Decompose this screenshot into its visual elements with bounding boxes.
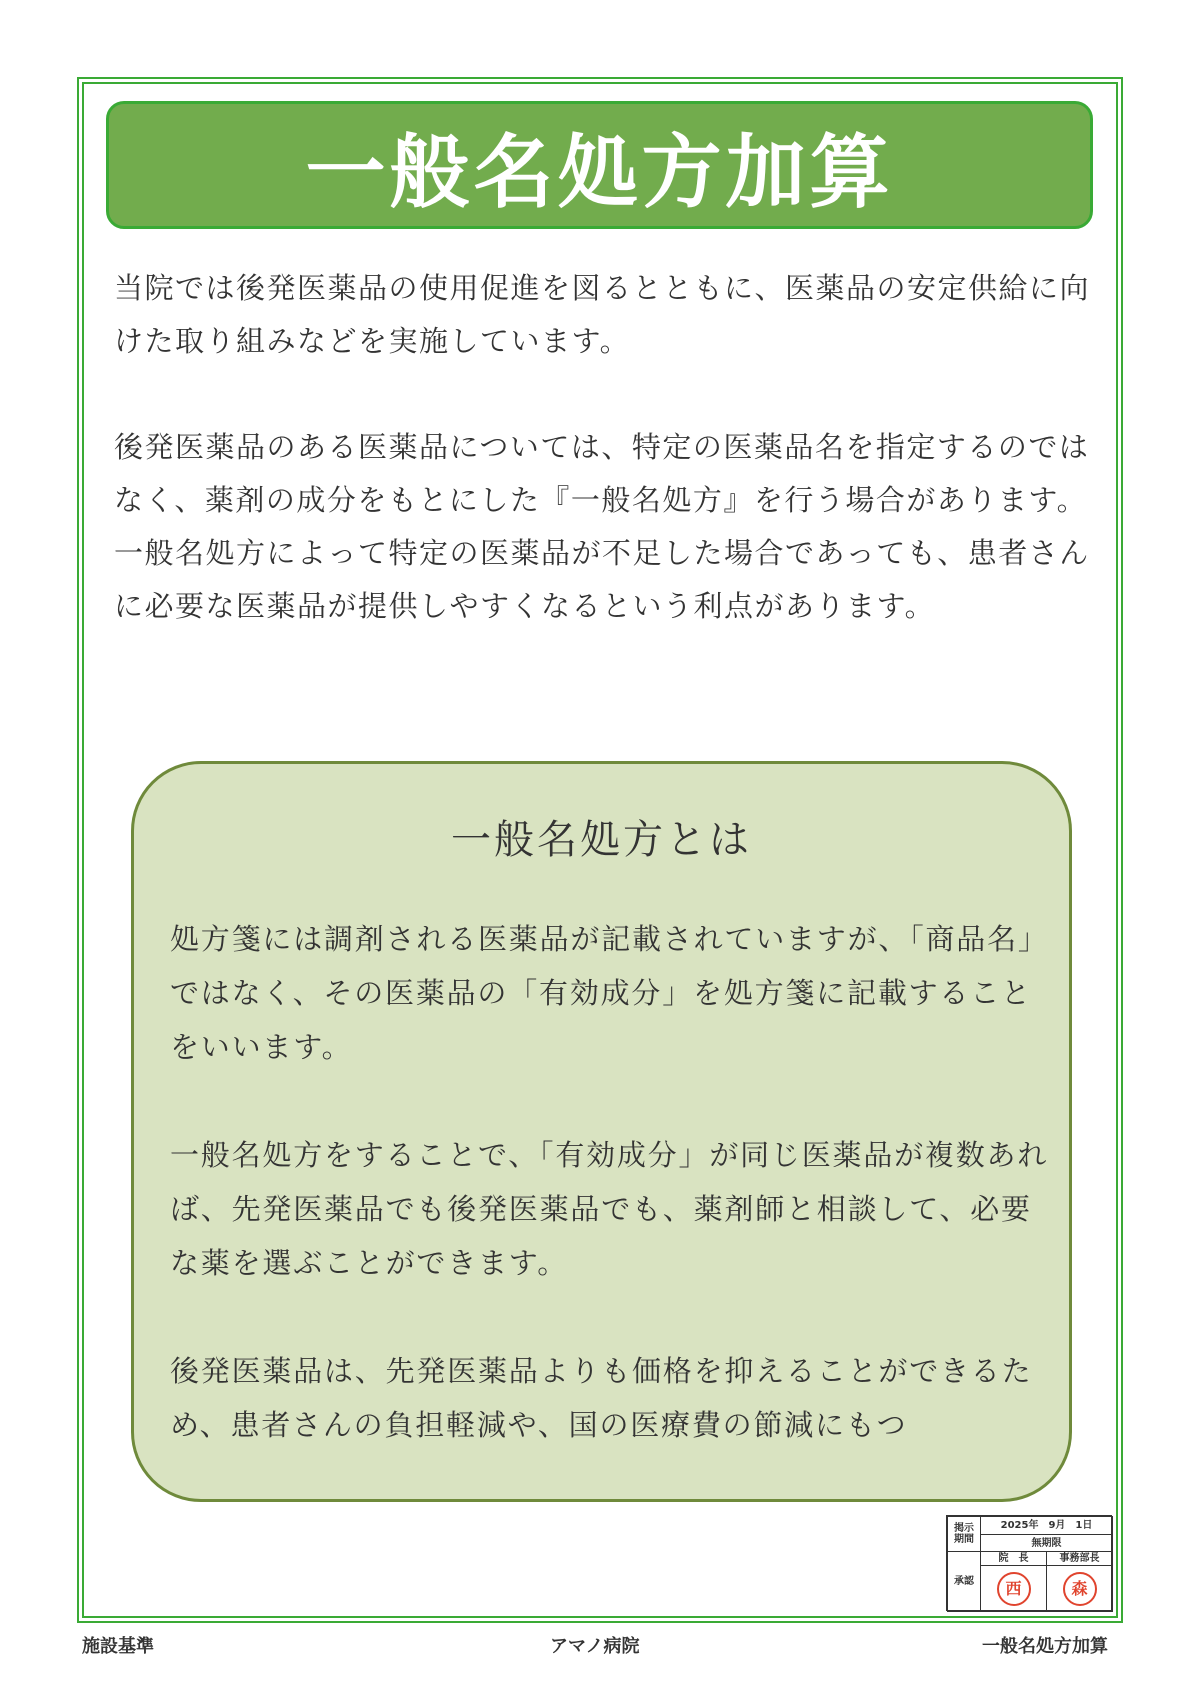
posting-period-label: 掲示期間 [947, 1516, 981, 1552]
posting-period-value: 無期限 [980, 1534, 1113, 1552]
intro-paragraph-3: 一般名処方によって特定の医薬品が不足した場合であっても、患者さんに必要な医薬品が提供しやすくなるという利点があります。 [114, 536, 1090, 623]
intro-paragraph-1: 当院では後発医薬品の使用促進を図るとともに、医薬品の安定供給に向けた取り組みなどを実施しています。 [114, 271, 1091, 358]
director-role: 院 長 [980, 1551, 1047, 1566]
director-seal-cell [980, 1565, 1047, 1612]
approval-label: 承認 [947, 1551, 981, 1612]
footer-left: 施設基準 [82, 1636, 154, 1657]
definition-box [131, 761, 1072, 1502]
director-seal: 西 [997, 1572, 1031, 1606]
intro-paragraph-2: 後発医薬品のある医薬品については、特定の医薬品名を指定するのではなく、薬剤の成分をもとにした『一般名処方』を行う場合があります。 [114, 430, 1090, 517]
definition-heading: 一般名処方とは [451, 817, 752, 863]
page-title: 一般名処方加算 [305, 125, 894, 219]
definition-paragraph-3: 後発医薬品は、先発医薬品よりも価格を抑えることができるため、患者さんの負担軽減や、国の医療費の節減にもつ [170, 1354, 1033, 1442]
title-banner [106, 101, 1093, 229]
manager-role: 事務部長 [1046, 1551, 1113, 1566]
definition-paragraph-2: 一般名処方をすることで、「有効成分」が同じ医薬品が複数あれば、先発医薬品でも後発医薬品でも、薬剤師と相談して、必要な薬を選ぶことができます。 [170, 1138, 1049, 1280]
definition-paragraph-1: 処方箋には調剤される医薬品が記載されていますが、「商品名」ではなく、その医薬品の「有効成分」を処方箋に記載することをいいます。 [170, 922, 1049, 1064]
posting-date: 2025年 9月 1日 [980, 1516, 1113, 1535]
definition-body [170, 912, 1050, 1452]
footer-right: 一般名処方加算 [982, 1636, 1108, 1657]
intro-section [114, 262, 1104, 633]
manager-seal-cell [1046, 1565, 1113, 1612]
footer-center: アマノ病院 [550, 1636, 640, 1657]
manager-seal: 森 [1063, 1572, 1097, 1606]
approval-stamp-table [946, 1515, 1112, 1611]
